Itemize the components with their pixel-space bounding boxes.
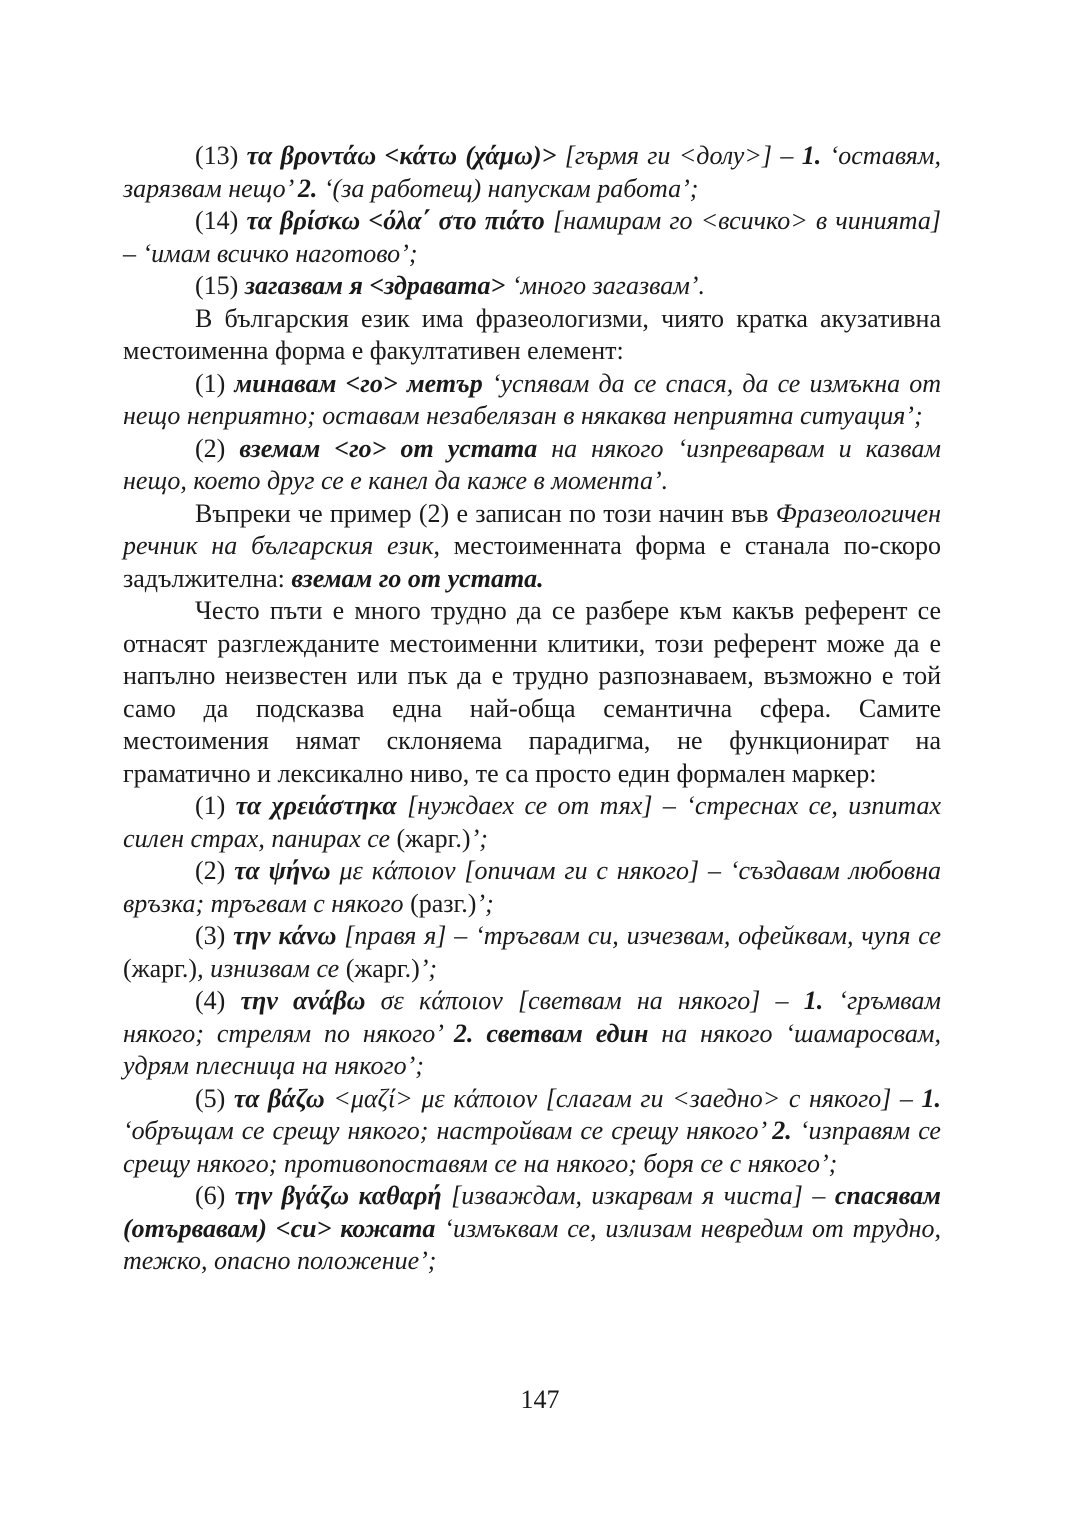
text-run: ’; (470, 823, 488, 853)
text-run: , местоименната форма е станала по-скоро задължителна: (123, 531, 941, 593)
phrase-gloss: [намирам го <всичко> в чинията] – ‘имам всичко наготово’; (123, 206, 941, 268)
phrase-headword: την ανάβω (240, 986, 366, 1015)
phrase-gloss: ‘измъквам се, излизам невредим от трудно, тежко, опасно положение’; (123, 1213, 942, 1275)
phrase-gloss: ‘много загазвам’. (505, 271, 705, 300)
phrase-headword: τα βάζω (233, 1083, 325, 1113)
phrase-headword: вземам го от устата. (291, 563, 544, 593)
sense-number: 2. (297, 173, 318, 203)
phrase-headword: τα χρειάστηκα (235, 791, 397, 820)
greek-example-3 (123, 920, 941, 985)
sense-meaning: ‘гръмвам някого; стрелям по някого’ (123, 986, 941, 1048)
phrase-gloss: [гърмя ги <долу>] – (556, 141, 802, 170)
optional-example-1 (123, 368, 941, 433)
phrase-complement: σε κάποιον (365, 986, 503, 1015)
sense-number: 2. (772, 1116, 792, 1145)
greek-example-4 (123, 985, 941, 1083)
example-number: (14) (195, 206, 247, 235)
phrase-gloss: [правя я] – ‘тръгвам си, изчезвам, офейквам, чупя се (336, 921, 941, 950)
optional-example-2 (123, 433, 941, 498)
example-number: (1) (195, 368, 235, 398)
phrase-headword: вземам <го> от устата (239, 433, 538, 463)
example-number: (6) (195, 1181, 235, 1210)
example-number: (3) (195, 921, 234, 950)
example-14 (123, 205, 941, 270)
example-number: (4) (195, 986, 241, 1015)
example-number: (13) (195, 141, 247, 170)
example-15 (123, 270, 941, 303)
page-body (123, 140, 941, 1278)
example-number: (2) (195, 433, 240, 463)
phrase-gloss: [светвам на някого] – (502, 986, 804, 1015)
sense-meaning: ‘оставям, зарязвам нещо’ (123, 141, 941, 203)
greek-example-2 (123, 855, 941, 920)
text-run: ’; (476, 888, 494, 918)
text-run: Въпреки че пример (2) е записан по този начин във (195, 498, 776, 528)
phrase-headword: минавам <го> метър (234, 368, 483, 398)
greek-example-5 (123, 1083, 941, 1181)
text-run: ’; (419, 953, 438, 983)
phrase-headword: την κάνω (233, 921, 337, 950)
example-number: (2) (195, 856, 235, 885)
phrase-headword: τα βρίσκω <όλα΄ στο πιάτο (246, 206, 545, 235)
register-label: (жарг.) (396, 823, 471, 853)
dictionary-title: Фразеологичен речник на българския език (123, 498, 941, 560)
example-number: (15) (195, 271, 245, 300)
phrase-headword: спасявам (отървавам) <си> кожата (123, 1181, 941, 1243)
phrase-gloss: [слагам ги <заедно> с някого] – (537, 1083, 922, 1113)
phrase-headword: τα ψήνω (234, 856, 331, 885)
register-label: (жарг.) (123, 953, 198, 983)
sense-number: 2. светвам един (453, 1018, 649, 1048)
example-13 (123, 140, 941, 205)
paragraph-optional-clitic: В българския език има фразеологизми, чиято кратка акузативна местоименна форма е факултативен елемент: (123, 303, 941, 365)
greek-example-1 (123, 790, 941, 855)
example-number: (1) (195, 791, 236, 820)
greek-example-6 (123, 1180, 941, 1278)
phrase-complement: <μαζί> με κάποιον (324, 1083, 538, 1113)
sense-meaning: ‘изправям се срещу някого; противопоставям се на някого; боря се с някого’; (123, 1116, 941, 1178)
sense-meaning: ‘(за работещ) напускам работа’; (317, 173, 699, 203)
phrase-headword: τα βροντάω <κάτω (χάμω)> (246, 141, 557, 170)
sense-number: 1. (921, 1083, 942, 1113)
page-number: 147 (520, 1385, 560, 1414)
sense-number: 1. (801, 141, 822, 170)
phrase-headword: загазвам я <здравата> (244, 271, 506, 300)
phrase-complement: με κάποιον (330, 856, 456, 885)
phrase-headword: την βγάζω καθαρή (234, 1181, 442, 1210)
phrase-gloss: [нуждаех се от тях] – ‘стреснах се, изпитах силен страх, панирах се (123, 791, 941, 853)
sense-number: 1. (803, 986, 824, 1015)
paragraph-referent: Често пъти е много трудно да се разбере към какъв референт се отнасят разглежданите местоименни клитики, този референт може да е напълно неизвестен или пък да е трудно разпознаваем, възможно е той само да подсказва една най-обща семантична сфера. Самите местоимения нямат склоняема парадигма, не функционират на граматично и лексикално ниво, те са просто един формален маркер: (123, 596, 941, 788)
sense-meaning: на някого ‘шамаросвам, удрям плесница на някого’; (123, 1018, 941, 1080)
sense-meaning: ‘обръщам се срещу някого; настройвам се срещу някого’ (123, 1116, 773, 1145)
phrase-gloss: [изваждам, изкарвам я чиста] – (441, 1181, 835, 1210)
register-label: (жарг.) (345, 953, 420, 983)
phrase-gloss: на някого ‘изпреварвам и казвам нещо, което друг се е канел да каже в момента’. (123, 433, 941, 495)
register-label: (разг.) (410, 888, 477, 918)
phrase-gloss: [опичам ги с някого] – ‘създавам любовна връзка; тръгвам с някого (123, 856, 942, 918)
phrase-gloss: , изнизвам се (197, 953, 346, 983)
phrase-gloss: ‘успявам да се спася, да се измъкна от нещо неприятно; оставам незабелязан в някаква неприятна ситуация’; (123, 368, 941, 430)
paragraph-dictionary-note (123, 498, 941, 596)
example-number: (5) (195, 1083, 234, 1113)
